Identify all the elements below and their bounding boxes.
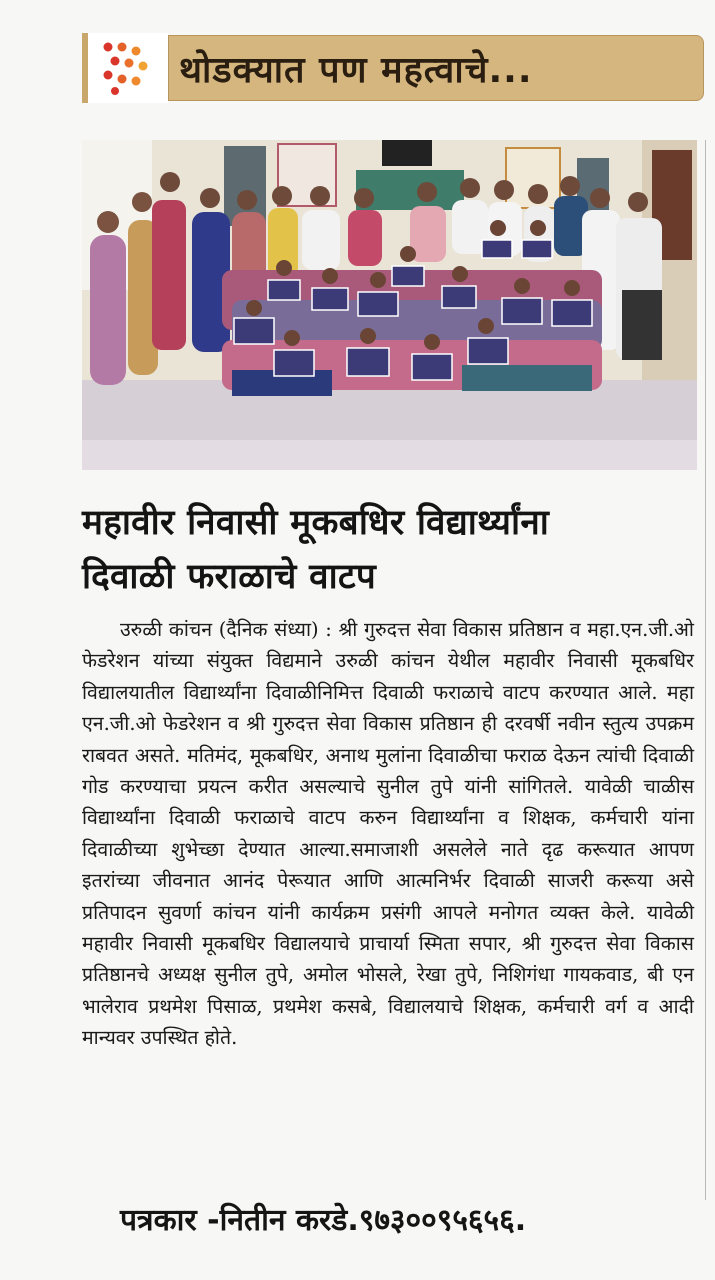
headline-line-1: महावीर निवासी मूकबधिर विद्यार्थ्यांना	[82, 503, 550, 543]
header-banner	[168, 35, 704, 101]
dots-logo-icon	[98, 39, 158, 97]
section-title: थोडक्यात पण महत्वाचे...	[179, 50, 533, 91]
article-body	[82, 614, 694, 1054]
logo	[82, 33, 168, 103]
section-header	[82, 33, 704, 103]
group-photo	[82, 140, 697, 470]
article-body-text: उरुळी कांचन (दैनिक संध्या) : श्री गुरुदत्त सेवा विकास प्रतिष्ठान व महा.एन.जी.ओ फेडरेशन यांच्या संयुक्त विद्यमाने उरुळी कांचन येथील महावीर निवासी मूकबधिर विद्यालयातील विद्यार्थ्यांना दिवाळीनिमित्त दिवाळी फराळाचे वाटप करण्यात आले. महा एन.जी.ओ फेडरेशन व श्री गुरुदत्त सेवा विकास प्रतिष्ठान ही दरवर्षी नवीन स्तुत्य उपक्रम राबवत असते. मतिमंद, मूकबधिर, अनाथ मुलांना दिवाळीचा फराळ देऊन त्यांची दिवाळी गोड करण्याचा प्रयत्न करीत असल्याचे सुनील तुपे यांनी सांगितले. यावेळी चाळीस विद्यार्थ्यांना दिवाळी फराळाचे वाटप करुन विद्यार्थ्यांना व शिक्षक, कर्मचारी यांना दिवाळीच्या शुभेच्छा देण्यात आल्या.समाजाशी असलेले नाते दृढ करूयात आपण इतरांच्या जीवनात आनंद पेरूयात आणि आत्मनिर्भर दिवाळी साजरी करूया असे प्रतिपादन सुवर्णा कांचन यांनी कार्यक्रम प्रसंगी आपले मनोगत व्यक्त केले. यावेळी महावीर निवासी मूकबधिर विद्यालयाचे प्राचार्या स्मिता सपार, श्री गुरुदत्त सेवा विकास प्रतिष्ठानचे अध्यक्ष सुनील तुपे, अमोल भोसले, रेखा तुपे, निशिगंधा गायकवाड, बी एन भालेराव प्रथमेश पिसाळ, प्रथमेश कसबे, विद्यालयाचे शिक्षक, कर्मचारी वर्ग व आदी मान्यवर उपस्थित होते.	[82, 618, 694, 1050]
article-headline	[82, 496, 702, 604]
headline-line-2: दिवाळी फराळाचे वाटप	[82, 557, 377, 597]
column-divider	[705, 140, 706, 1200]
reporter-byline: पत्रकार -नितीन करडे.९७३००९५६५६.	[120, 1203, 527, 1238]
